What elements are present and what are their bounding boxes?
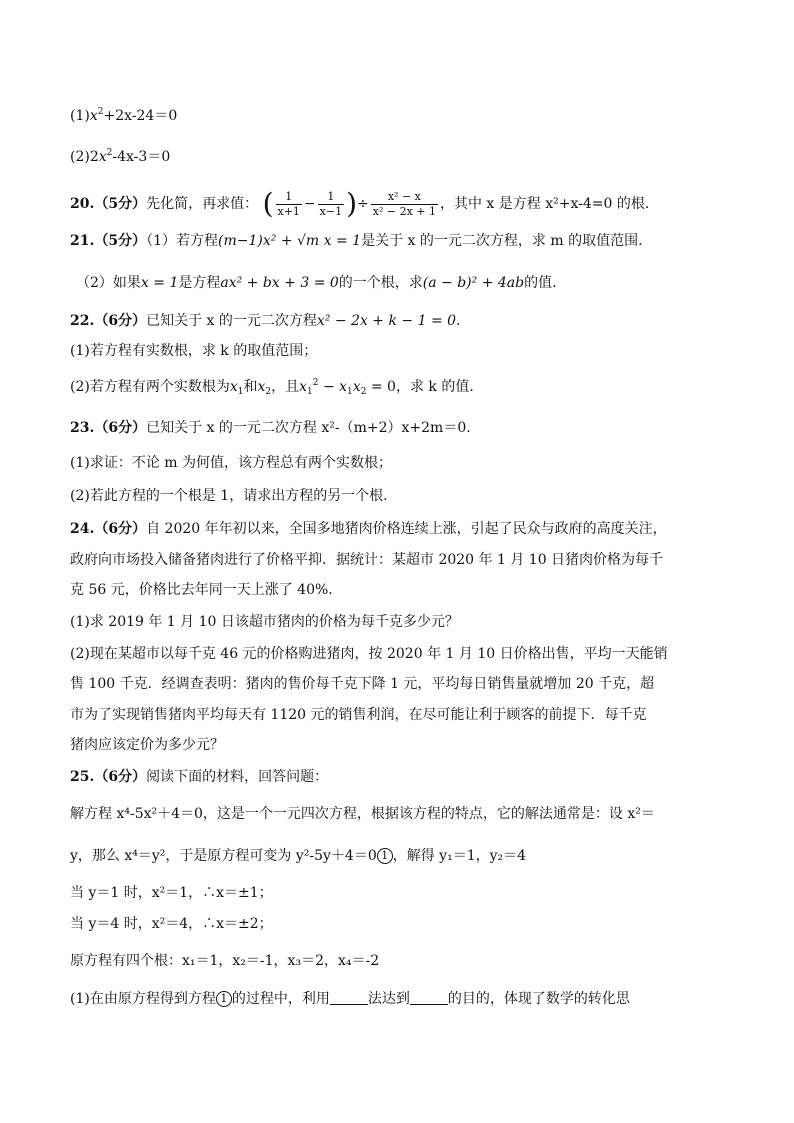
question-25: 25.（6分）阅读下面的材料，回答问题： xyxy=(70,769,329,785)
question-25-material-5: 原方程有四个根：x₁＝1，x₂＝-1，x₃＝2，x₄＝-2 xyxy=(70,953,380,969)
question-25-material-2: y，那么 x⁴＝y²，于是原方程可变为 y²-5y＋4＝0 1 ，解得 y₁＝1，y₂＝4 xyxy=(70,848,527,864)
circled-number: 1 xyxy=(216,991,232,1007)
question-22-sub-1: (1)若方程有实数根，求 k 的取值范围； xyxy=(70,343,318,359)
question-22: 22.（6分）已知关于 x 的一元二次方程x² − 2x + k − 1 = 0. xyxy=(70,313,461,329)
question-23-sub-2: (2)若此方程的一个根是 1，请求出方程的另一个根. xyxy=(70,488,388,504)
fraction-3: $\frac{\text{x² − x}}{\text{x² − 2x + 1}}$ xyxy=(372,189,436,218)
question-25-material-3: 当 y＝1 时，x²＝1，∴x＝±1； xyxy=(70,885,273,901)
question-24-sub-2-line-1: (2)现在某超市以每千克 46 元的价格购进猪肉，按 2020 年 1 月 10 日价格出售，平均一天能销 xyxy=(70,646,668,662)
question-25-material-1: 解方程 x⁴-5x²＋4＝0，这是一个一元四次方程，根据该方程的特点，它的解法通常是：设 x²＝ xyxy=(70,806,655,822)
question-25-material-4: 当 y＝4 时，x²＝4，∴x＝±2； xyxy=(70,916,273,932)
question-24-sub-2-line-2: 售 100 千克．经调查表明：猪肉的售价每千克下降 1 元，平均每日销售量就增加 20 千克，超 xyxy=(70,676,655,692)
question-21-part-1: 21.（5分）（1）若方程(m−1)x² + √m x = 1是关于 x 的一元二次方程，求 m 的取值范围. xyxy=(70,233,643,249)
question-22-sub-2: (2)若方程有两个实数根为$x_1$和$x_2$，且$x_1^2 - x_1x_2 = 0$，求 k 的值. xyxy=(70,378,474,397)
answer-blank-2[interactable] xyxy=(410,990,448,1005)
equation-1: $(1)x^2+2x-24=0$ xyxy=(70,107,178,124)
equation-2: $(2)2x^2-4x-3=0$ xyxy=(70,148,171,165)
answer-blank-1[interactable] xyxy=(330,990,368,1005)
question-23: 23.（6分）已知关于 x 的一元二次方程 x²-（m+2）x+2m＝0. xyxy=(70,420,471,436)
question-24-sub-1: (1)求 2019 年 1 月 10 日该超市猪肉的价格为每千克多少元？ xyxy=(70,614,459,630)
circled-number: 1 xyxy=(377,848,393,864)
question-24-sub-2-line-3: 市为了实现销售猪肉平均每天有 1120 元的销售利润，在尽可能让利于顾客的前提下．每千克 xyxy=(70,707,647,723)
question-20: 20.（5分）先化简，再求值： ( $\frac{1}{x+1}$ − $\frac{1}{x-1}$ )÷ $\frac{\text{x² − x}}{\text{x² − 2x + 1}}$ ，其中 x 是方程 x²+x-4=0 的根. xyxy=(70,187,650,220)
fraction-2: $\frac{1}{x-1}$ xyxy=(319,189,343,218)
question-23-sub-1: (1)求证：不论 m 为何值，该方程总有两个实数根； xyxy=(70,455,393,471)
question-24-sub-2-line-4: 猪肉应该定价为多少元？ xyxy=(70,737,224,753)
fraction-1: $\frac{1}{x+1}$ xyxy=(277,189,300,218)
question-24-line-2: 政府向市场投入储备猪肉进行了价格平抑．据统计：某超市 2020 年 1 月 10 日猪肉价格为每千 xyxy=(70,552,664,568)
question-25-sub-1: (1)在由原方程得到方程 1 的过程中，利用 法达到 的目的，体现了数学的转化思 xyxy=(70,991,630,1007)
question-21-part-2: （2）如果x = 1是方程ax² + bx + 3 = 0的一个根，求(a − b)² + 4ab的值. xyxy=(76,275,557,291)
question-24-line-1: 24.（6分）自 2020 年年初以来，全国多地猪肉价格连续上涨，引起了民众与政府的高度关注， xyxy=(70,521,667,537)
question-24-line-3: 克 56 元，价格比去年同一天上涨了 40%. xyxy=(70,582,333,598)
